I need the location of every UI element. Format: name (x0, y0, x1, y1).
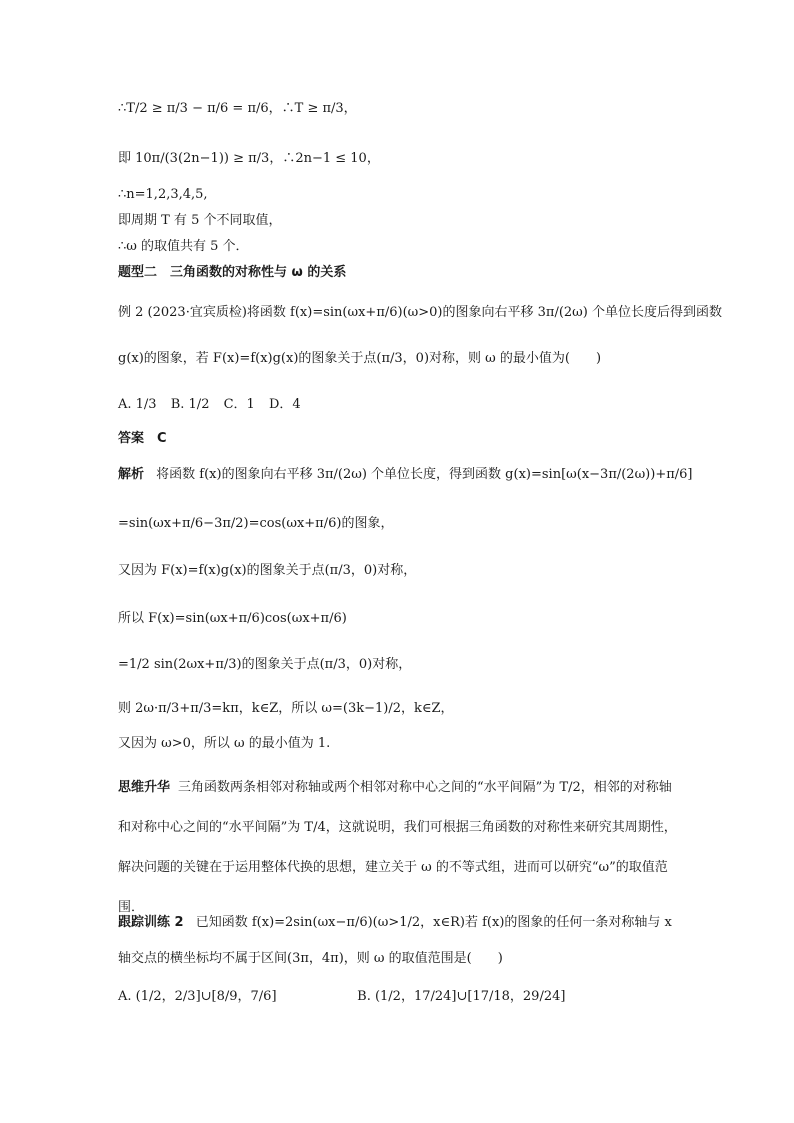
solution-line: =1/2 sin(2ωx+π/3)的图象关于点(π/3，0)对称， (118, 657, 412, 672)
example-line: g(x)的图象，若 F(x)=f(x)g(x)的图象关于点(π/3，0)对称，则 ω 的最小值为( ) (118, 351, 602, 366)
text-line: ∴ω 的取值共有 5 个． (118, 239, 249, 254)
solution-line: 又因为 F(x)=f(x)g(x)的图象关于点(π/3，0)对称， (118, 563, 417, 578)
text-line: 即周期 T 有 5 个不同取值， (118, 213, 282, 228)
summary-text: 三角函数两条相邻对称轴或两个相邻对称中心之间的“水平间隔”为 T/2，相邻的对称轴和对称中心之间的“水平间隔”为 T/4，这就说明，我们可根据三角函数的对称性来研究其周期性，解决问题的关键在于运用整体代换的思想，建立关于 ω 的不等式组，进而可以研究“ω”的取值范围． (118, 780, 677, 915)
option-d: D．4 (268, 397, 301, 412)
exercise-option-a: A. (1/2，2/3]∪[8/9，7/6] (118, 989, 277, 1004)
exercise-label: 跟踪训练 2 (118, 915, 184, 930)
section-heading: 题型二 三角函数的对称性与 ω 的关系 (118, 265, 347, 280)
options-row (118, 396, 683, 414)
text-line: ∴T/2 ≥ π/3 − π/6 = π/6，∴T ≥ π/3， (118, 101, 357, 116)
option-c: C．1 (223, 397, 255, 412)
answer: 答案 C (118, 431, 167, 446)
text-line: 即 10π/(3(2n−1)) ≥ π/3，∴2n−1 ≤ 10， (118, 151, 380, 166)
exercise-text: 已知函数 f(x)=2sin(ωx−π/6)(ω>1/2，x∈R)若 f(x)的图象的任何一条对称轴与 x (195, 915, 672, 930)
solution-line: =sin(ωx+π/6−3π/2)=cos(ωx+π/6)的图象， (118, 516, 394, 531)
solution-text: 将函数 f(x)的图象向右平移 3π/(2ω) 个单位长度，得到函数 g(x)=sin[ω(x−3π/(2ω))+π/6] (156, 467, 693, 482)
example-label: 例 2 (118, 305, 144, 320)
summary-paragraph (118, 768, 683, 915)
solution-line (118, 466, 693, 484)
exercise-options-row (118, 988, 683, 1006)
solution-line: 则 2ω·π/3+π/3=kπ，k∈Z，所以 ω=(3k−1)/2，k∈Z， (118, 701, 454, 716)
option-b: B. 1/2 (170, 397, 210, 412)
exercise-option-b: B. (1/2，17/24]∪[17/18，29/24] (357, 989, 566, 1004)
solution-line: 又因为 ω>0，所以 ω 的最小值为 1. (118, 736, 331, 751)
example-text: (2023·宜宾质检)将函数 f(x)=sin(ωx+π/6)(ω>0)的图象向右平移 3π/(2ω) 个单位长度后得到函数 (147, 305, 722, 320)
exercise-line (118, 914, 683, 932)
option-a: A. 1/3 (118, 397, 157, 412)
solution-label: 解析 (118, 467, 145, 482)
solution-line: 所以 F(x)=sin(ωx+π/6)cos(ωx+π/6) (118, 611, 347, 626)
example-line (118, 304, 722, 322)
text-line: ∴n=1,2,3,4,5, (118, 187, 208, 202)
exercise-line: 轴交点的横坐标均不属于区间(3π，4π)，则 ω 的取值范围是( ) (118, 951, 503, 966)
summary-label: 思维升华 (118, 780, 171, 795)
